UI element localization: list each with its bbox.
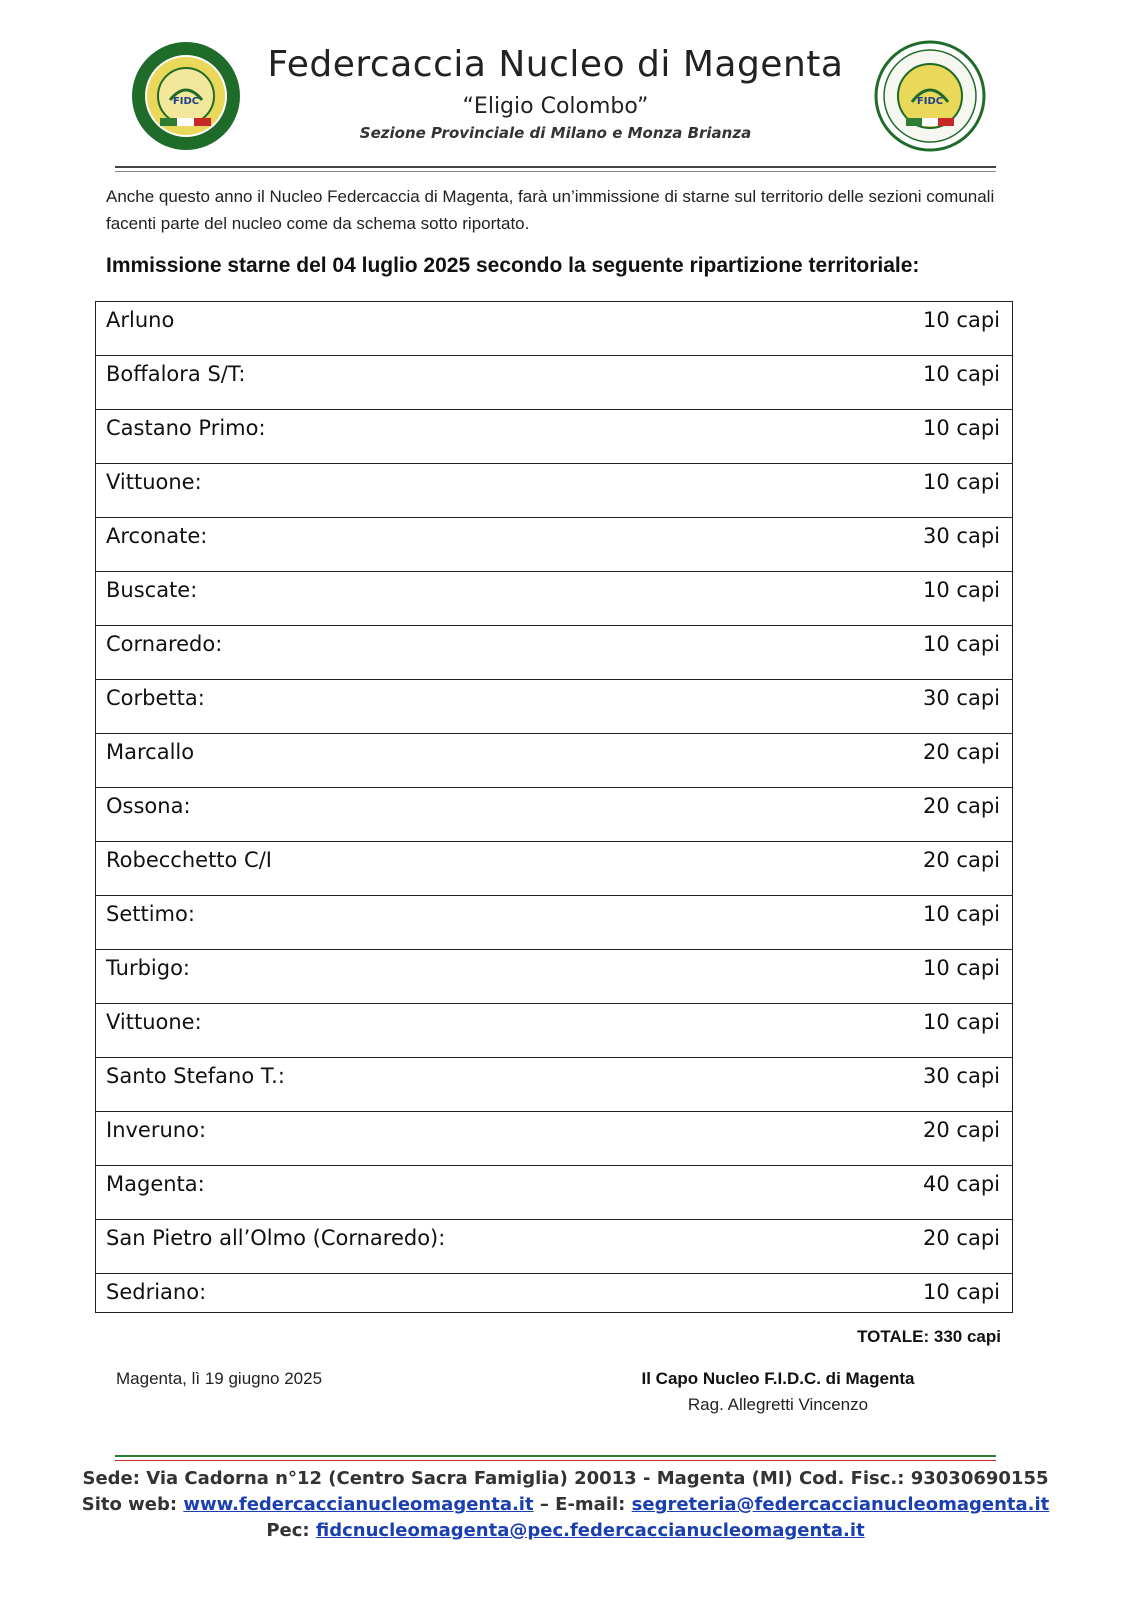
row-quantity: 10 capi bbox=[923, 1010, 1000, 1034]
table-row bbox=[96, 1112, 1012, 1166]
footer-address: Sede: Via Cadorna n°12 (Centro Sacra Famiglia) 20013 - Magenta (MI) Cod. Fisc.: 93030690155 bbox=[82, 1468, 1049, 1489]
logo-badge-text: FIDC bbox=[916, 96, 944, 107]
row-quantity: 20 capi bbox=[923, 794, 1000, 818]
row-quantity: 30 capi bbox=[923, 686, 1000, 710]
table-row bbox=[96, 464, 1012, 518]
table-row bbox=[96, 734, 1012, 788]
row-quantity: 10 capi bbox=[923, 1280, 1000, 1304]
row-quantity: 30 capi bbox=[923, 524, 1000, 548]
row-quantity: 20 capi bbox=[923, 1226, 1000, 1250]
row-place: Turbigo: bbox=[106, 956, 190, 980]
table-row bbox=[96, 680, 1012, 734]
logo-badge-text: FIDC bbox=[172, 96, 200, 107]
table-row bbox=[96, 950, 1012, 1004]
table-row bbox=[96, 1004, 1012, 1058]
row-place: Settimo: bbox=[106, 902, 195, 926]
email-label: E-mail: bbox=[555, 1494, 626, 1515]
row-place: Corbetta: bbox=[106, 686, 205, 710]
row-place: Magenta: bbox=[106, 1172, 205, 1196]
table-row bbox=[96, 572, 1012, 626]
table-row bbox=[96, 356, 1012, 410]
row-quantity: 10 capi bbox=[923, 578, 1000, 602]
signatory-title: Il Capo Nucleo F.I.D.C. di Magenta bbox=[641, 1369, 915, 1388]
table-row bbox=[96, 302, 1012, 356]
table-row bbox=[96, 410, 1012, 464]
header-divider bbox=[115, 166, 996, 172]
separator: – bbox=[539, 1494, 549, 1515]
row-place: Buscate: bbox=[106, 578, 198, 602]
row-place: Inveruno: bbox=[106, 1118, 207, 1142]
table-row bbox=[96, 1166, 1012, 1220]
table-row bbox=[96, 896, 1012, 950]
signatory-name: Rag. Allegretti Vincenzo bbox=[687, 1395, 869, 1414]
organization-section: Sezione Provinciale di Milano e Monza Brianza bbox=[359, 124, 752, 142]
distribution-table bbox=[95, 301, 1013, 1313]
row-place: Arluno bbox=[106, 308, 175, 332]
row-place: Ossona: bbox=[106, 794, 191, 818]
row-place: San Pietro all’Olmo (Cornaredo): bbox=[106, 1226, 446, 1250]
row-quantity: 10 capi bbox=[923, 470, 1000, 494]
row-quantity: 40 capi bbox=[923, 1172, 1000, 1196]
intro-paragraph: Anche questo anno il Nucleo Federcaccia di Magenta, farà un’immissione di starne sul territorio delle sezioni comunali facenti parte del nucleo come da schema sotto riportato. bbox=[106, 187, 995, 233]
table-row bbox=[96, 1274, 1012, 1312]
row-quantity: 10 capi bbox=[923, 308, 1000, 332]
organization-title: Federcaccia Nucleo di Magenta bbox=[267, 44, 844, 85]
table-row bbox=[96, 788, 1012, 842]
row-quantity: 30 capi bbox=[923, 1064, 1000, 1088]
row-quantity: 10 capi bbox=[923, 632, 1000, 656]
table-row bbox=[96, 518, 1012, 572]
federcaccia-magenta-logo bbox=[130, 40, 242, 152]
row-quantity: 10 capi bbox=[923, 362, 1000, 386]
row-place: Santo Stefano T.: bbox=[106, 1064, 285, 1088]
total-count: TOTALE: 330 capi bbox=[857, 1327, 1001, 1346]
row-quantity: 10 capi bbox=[923, 416, 1000, 440]
web-label: Sito web: bbox=[81, 1494, 178, 1515]
website-link[interactable]: www.federcaccianucleomagenta.it bbox=[183, 1494, 534, 1515]
pec-label: Pec: bbox=[266, 1520, 310, 1541]
footer-contacts bbox=[80, 1494, 1051, 1515]
table-row bbox=[96, 842, 1012, 896]
row-place: Sedriano: bbox=[106, 1280, 207, 1304]
footer-divider bbox=[115, 1455, 996, 1461]
footer-pec bbox=[80, 1520, 1051, 1541]
row-quantity: 20 capi bbox=[923, 1118, 1000, 1142]
row-quantity: 10 capi bbox=[923, 956, 1000, 980]
row-place: Marcallo bbox=[106, 740, 195, 764]
row-place: Arconate: bbox=[106, 524, 208, 548]
milano-monza-logo bbox=[874, 40, 986, 152]
table-row bbox=[96, 1220, 1012, 1274]
organization-subtitle: “Eligio Colombo” bbox=[462, 94, 649, 119]
row-place: Robecchetto C/I bbox=[106, 848, 272, 872]
row-place: Vittuone: bbox=[106, 470, 202, 494]
email-link[interactable]: segreteria@federcaccianucleomagenta.it bbox=[631, 1494, 1050, 1515]
table-row bbox=[96, 626, 1012, 680]
release-heading: Immissione starne del 04 luglio 2025 secondo la seguente ripartizione territoriale: bbox=[106, 254, 920, 277]
row-place: Castano Primo: bbox=[106, 416, 266, 440]
row-place: Vittuone: bbox=[106, 1010, 202, 1034]
row-place: Boffalora S/T: bbox=[106, 362, 246, 386]
row-quantity: 10 capi bbox=[923, 902, 1000, 926]
table-row bbox=[96, 1058, 1012, 1112]
row-quantity: 20 capi bbox=[923, 740, 1000, 764]
place-date: Magenta, lì 19 giugno 2025 bbox=[116, 1369, 323, 1388]
pec-link[interactable]: fidcnucleomagenta@pec.federcaccianucleomagenta.it bbox=[315, 1520, 865, 1541]
row-place: Cornaredo: bbox=[106, 632, 223, 656]
row-quantity: 20 capi bbox=[923, 848, 1000, 872]
